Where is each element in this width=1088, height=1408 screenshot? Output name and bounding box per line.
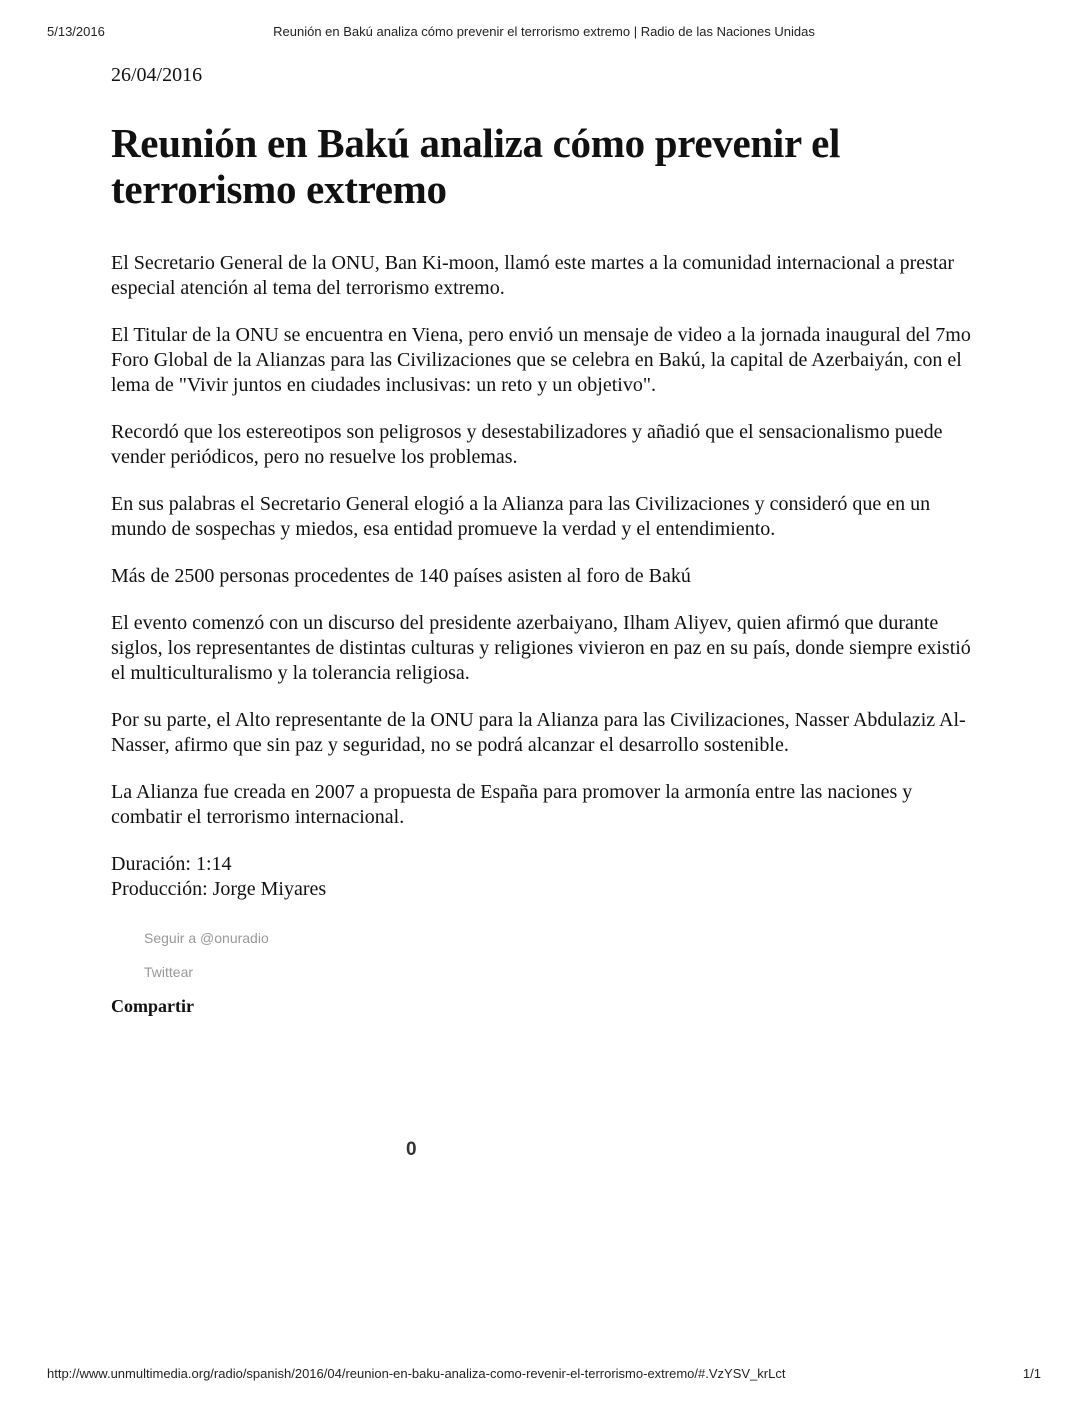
article-paragraph: El Titular de la ONU se encuentra en Viena, pero envió un mensaje de video a la jornada inaugural del 7mo Foro Global de la Alianzas para las Civilizaciones que se celebra en Bakú, la capital de Azerbaiyán, con el lema de "Vivir juntos en ciudades inclusivas: un reto y un objetivo".: [111, 324, 971, 396]
article-paragraph: La Alianza fue creada en 2007 a propuesta de España para promover la armonía entre las naciones y combatir el terrorismo internacional.: [111, 781, 913, 828]
article-paragraph: El evento comenzó con un discurso del presidente azerbaiyano, Ilham Aliyev, quien afirmó que durante siglos, los representantes de distintas culturas y religiones vivieron en paz en su país, donde siempre existió el multiculturalismo y la tolerancia religiosa.: [111, 612, 971, 684]
article-title: Reunión en Bakú analiza cómo prevenir el terrorismo extremo: [111, 120, 841, 212]
article: [111, 62, 981, 1017]
print-header: [47, 24, 1041, 44]
print-page-title: Reunión en Bakú analiza cómo prevenir el terrorismo extremo | Radio de las Naciones Unidas: [273, 24, 815, 39]
article-paragraph: En sus palabras el Secretario General elogió a la Alianza para las Civilizaciones y consideró que en un mundo de sospechas y miedos, esa entidad promueve la verdad y el entendimiento.: [111, 493, 931, 540]
social-links: [144, 928, 981, 982]
production-text: Producción: Jorge Miyares: [111, 878, 327, 900]
share-heading: Compartir: [111, 996, 194, 1016]
article-date: 26/04/2016: [111, 64, 203, 86]
article-paragraph: Más de 2500 personas procedentes de 140 países asisten al foro de Bakú: [111, 565, 691, 587]
article-body: [111, 251, 981, 830]
article-credits: [111, 852, 981, 902]
print-footer: [47, 1366, 1041, 1386]
duration-text: Duración: 1:14: [111, 853, 232, 875]
article-paragraph: El Secretario General de la ONU, Ban Ki-moon, llamó este martes a la comunidad internacional a prestar especial atención al tema del terrorismo extremo.: [111, 252, 955, 299]
print-url: http://www.unmultimedia.org/radio/spanish/2016/04/reunion-en-baku-analiza-como-revenir-el-terrorismo-extremo/#.VzYSV_krLct: [47, 1366, 786, 1381]
follow-onuradio-link[interactable]: Seguir a @onuradio: [144, 930, 269, 946]
article-paragraph: Por su parte, el Alto representante de la ONU para la Alianza para las Civilizaciones, Nasser Abdulaziz Al-Nasser, afirmo que sin paz y seguridad, no se podrá alcanzar el desarrollo sostenible.: [111, 709, 966, 756]
article-paragraph: Recordó que los estereotipos son peligrosos y desestabilizadores y añadió que el sensacionalismo puede vender periódicos, pero no resuelve los problemas.: [111, 421, 943, 468]
share-count: 0: [406, 1139, 417, 1160]
print-date: 5/13/2016: [47, 24, 105, 39]
tweet-link[interactable]: Twittear: [144, 964, 194, 980]
print-page-number: 1/1: [1022, 1366, 1041, 1381]
